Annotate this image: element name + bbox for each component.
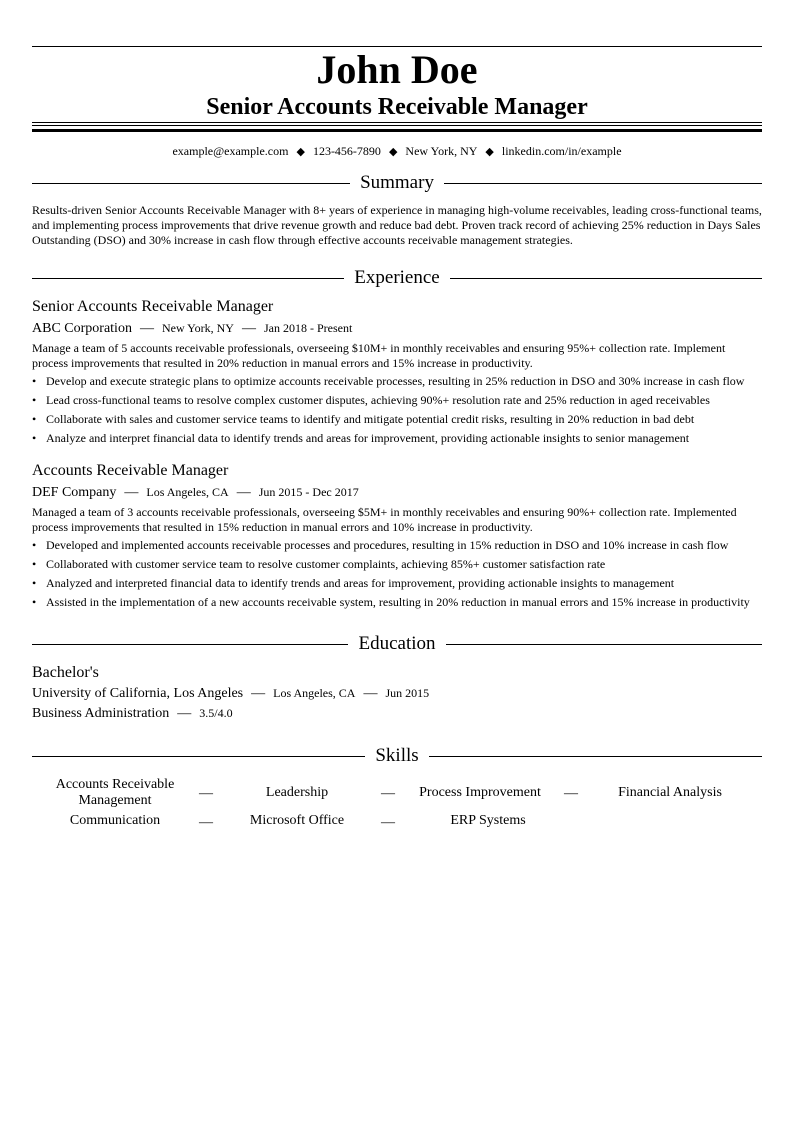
job-company: ABC Corporation — [32, 321, 132, 336]
bullet-icon: • — [32, 412, 37, 426]
diamond-separator-icon: ◆ — [485, 146, 494, 158]
skill-separator: — — [199, 786, 213, 801]
list-item: • Developed and implemented accounts receivable processes and procedures, resulting in 15% reduction in DSO and 10% increase in cash flow — [32, 538, 729, 552]
education-location: Los Angeles, CA — [273, 686, 356, 700]
job-meta — [32, 484, 762, 505]
job-title: Accounts Receivable Manager — [32, 462, 229, 479]
list-item: • Analyzed and interpreted financial data to identify trends and areas for improvement, providing actionable insights to management — [32, 576, 675, 590]
job-company: DEF Company — [32, 485, 117, 500]
bullet-icon: • — [32, 538, 37, 552]
dash-separator: — — [139, 321, 154, 336]
job-dates: Jun 2015 - Dec 2017 — [258, 485, 359, 499]
bullet-icon: • — [32, 595, 37, 609]
skill-item: Financial Analysis — [618, 785, 722, 800]
skills-heading-label: Skills — [375, 745, 419, 766]
dash-separator: — — [363, 686, 378, 701]
job-meta — [32, 320, 762, 341]
header-rule-thin-1 — [32, 122, 762, 123]
skill-separator: — — [199, 815, 213, 830]
job-location: New York, NY — [161, 321, 234, 335]
job-description: Manage a team of 5 accounts receivable professionals, overseeing $10M+ in monthly receivables and ensuring 95%+ collection rate. Implement process improvements that resulted in 20% reduction in manual errors and 15% increase in productivity. — [32, 341, 726, 370]
job-entry — [32, 297, 762, 450]
dash-separator: — — [124, 485, 139, 500]
contact-email[interactable]: example@example.com — [172, 144, 289, 158]
skill-separator: — — [564, 786, 578, 801]
list-item: • Develop and execute strategic plans to optimize accounts receivable processes, resulting in 25% reduction in DSO and 30% increase in cash flow — [32, 374, 745, 388]
bullet-icon: • — [32, 576, 37, 590]
list-item: • Collaborate with sales and customer service teams to identify and mitigate potential credit risks, resulting in 20% reduction in bad debt — [32, 412, 695, 426]
education-school: University of California, Los Angeles — [32, 686, 244, 701]
contact-location: New York, NY — [405, 144, 478, 158]
summary-heading — [32, 171, 762, 195]
list-item: • Analyze and interpret financial data to identify trends and areas for improvement, providing actionable insights to senior management — [32, 431, 690, 445]
diamond-separator-icon: ◆ — [388, 146, 398, 158]
summary-text: Results-driven Senior Accounts Receivable Manager with 8+ years of experience in managing high-volume receivables, leading cross-functional teams, and implementing process improvements that drive revenue growth and reduce bad debt. Proven track record of achieving 25% reduction in Days Sales Outstanding (DSO) and 30% increase in cash flow through effective accounts receivable management strategies. — [32, 203, 762, 247]
skill-item: Leadership — [265, 785, 329, 800]
contact-phone[interactable]: 123-456-7890 — [312, 144, 381, 158]
job-bullets — [32, 538, 762, 614]
skill-item: Communication — [69, 813, 161, 828]
dash-separator: — — [177, 706, 192, 721]
bullet-icon: • — [32, 374, 37, 388]
skill-item: Microsoft Office — [249, 813, 345, 828]
dash-separator: — — [241, 321, 256, 336]
skill-separator: — — [381, 815, 395, 830]
bullet-icon: • — [32, 431, 37, 445]
dash-separator: — — [251, 686, 266, 701]
bullet-icon: • — [32, 557, 37, 571]
list-item: • Lead cross-functional teams to resolve complex customer disputes, achieving 90%+ resolution rate and 25% reduction in aged receivables — [32, 393, 710, 407]
header-rule-thick — [32, 129, 762, 132]
list-item: • Assisted in the implementation of a new accounts receivable system, resulting in 20% reduction in manual errors and 15% increase in productivity — [32, 595, 750, 609]
summary-heading-label: Summary — [360, 172, 434, 193]
education-entry — [32, 663, 762, 725]
education-gpa: 3.5/4.0 — [199, 706, 233, 720]
job-bullets — [32, 374, 762, 450]
education-field-row — [32, 705, 762, 725]
contact-line — [32, 143, 762, 160]
diamond-separator-icon: ◆ — [296, 146, 305, 158]
education-field: Business Administration — [32, 706, 170, 721]
candidate-title: Senior Accounts Receivable Manager — [206, 94, 588, 120]
skill-separator: — — [381, 786, 395, 801]
skill-item: ERP Systems — [450, 813, 526, 828]
contact-linkedin[interactable]: linkedin.com/in/example — [501, 144, 622, 158]
education-date: Jun 2015 — [385, 686, 430, 700]
experience-heading-label: Experience — [354, 267, 440, 288]
education-heading-label: Education — [358, 633, 436, 654]
job-entry — [32, 461, 762, 614]
experience-heading — [32, 266, 762, 290]
job-dates: Jan 2018 - Present — [263, 321, 353, 335]
education-school-row — [32, 685, 762, 705]
list-item: • Collaborated with customer service team to resolve customer complaints, achieving 85%+ customer satisfaction rate — [32, 557, 606, 571]
header-rule-thin-2 — [32, 125, 762, 126]
skills-heading — [32, 744, 762, 768]
job-location: Los Angeles, CA — [146, 485, 229, 499]
skill-item: Accounts Receivable Management — [55, 777, 175, 808]
education-heading — [32, 632, 762, 656]
bullet-icon: • — [32, 393, 37, 407]
skill-item: Process Improvement — [419, 785, 541, 800]
job-title: Senior Accounts Receivable Manager — [32, 298, 274, 315]
candidate-name: John Doe — [316, 47, 478, 92]
education-degree: Bachelor's — [32, 664, 99, 681]
job-description: Managed a team of 3 accounts receivable professionals, overseeing $5M+ in monthly receivables and ensuring 90%+ collection rate. Implemented process improvements that resulted in 15% reduction in manual errors and 10% increase in productivity. — [32, 505, 737, 534]
dash-separator: — — [236, 485, 251, 500]
